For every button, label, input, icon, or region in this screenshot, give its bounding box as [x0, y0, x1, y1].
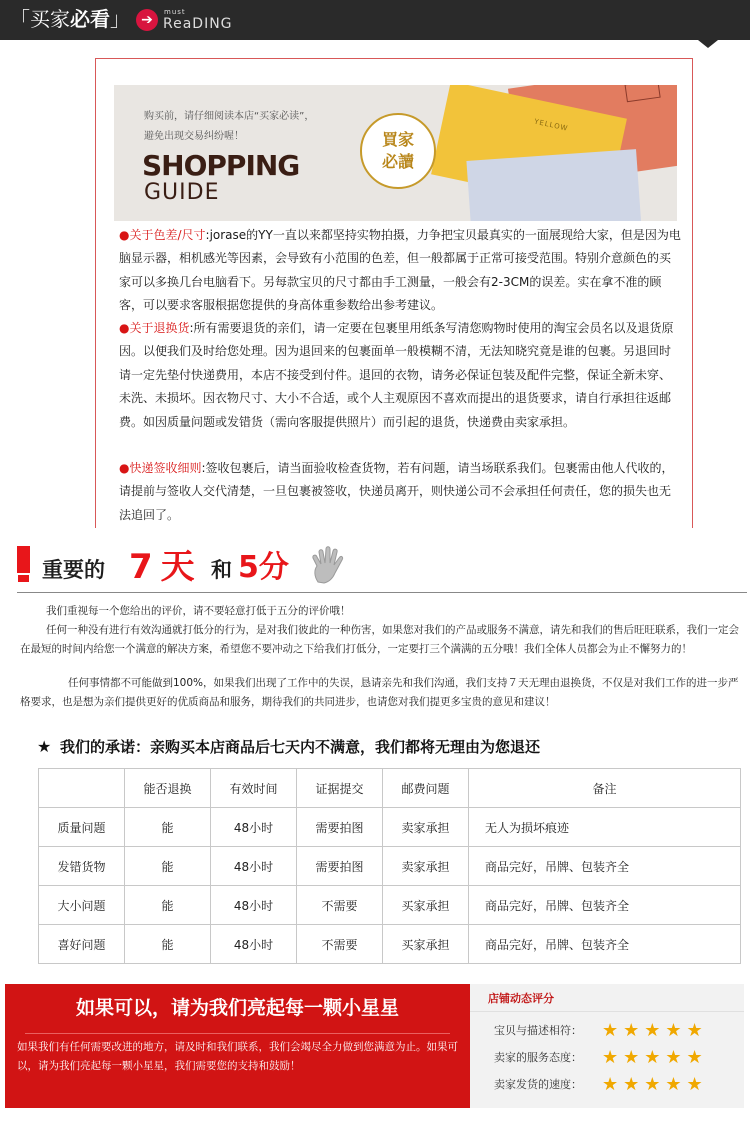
bullet-dot-icon: ● — [119, 461, 130, 475]
rating-stars-icon: ★★★★★ — [602, 1020, 708, 1041]
bullet-dot-icon: ● — [119, 321, 130, 335]
table-header-cell: 备注 — [469, 769, 741, 808]
shop-rating-panel — [470, 984, 744, 1108]
table-header-cell: 证据提交 — [297, 769, 383, 808]
bullet-dot-icon: ● — [119, 228, 130, 242]
rule-color-size — [119, 224, 681, 318]
table-cell: 能 — [125, 925, 211, 964]
table-cell: 发错货物 — [39, 847, 125, 886]
star-icon: ★ — [37, 737, 52, 756]
header-title-bold: 必看 — [70, 7, 110, 31]
seal-line2: 必讀 — [381, 152, 414, 171]
rule-returns-label: 关于退换货 — [129, 321, 190, 335]
table-cell: 48小时 — [211, 925, 297, 964]
table-header-cell: 邮费问题 — [383, 769, 469, 808]
table-row — [39, 847, 741, 886]
table-cell: 48小时 — [211, 886, 297, 925]
envelope-label — [625, 85, 661, 102]
important-heading-and: 和 — [211, 558, 232, 582]
rule-color-size-text: :jorase的YY一直以来都坚持实物拍摄，力争把宝贝最真实的一面展现给大家，但是因为电脑显示器，相机感光等因素，会导致有小范围的色差，但一般都属于正常可接受范围。特别介意颜色的买家可以多换几台电脑看下。另每款宝贝的尺寸都由手工测量，一般会有2-3CM的误差。实在拿不准的顾客，可以要求客服根据您提供的身高体重参数给出参考建议。 — [119, 228, 681, 313]
paragraph-communication: 任何一种没有进行有效沟通就打低分的行为，是对我们彼此的一种伤害，如果您对我们的产品或服务不满意，请先和我们的售后旺旺联系，我们一定会在最短的时间内给您一个满意的解决方案，希望您不要冲动之下给我们打低分，一定要打三个满满的五分哦！我们全体人员都会为止不懈努力的！ — [20, 624, 739, 655]
table-cell: 不需要 — [297, 886, 383, 925]
header-notch — [698, 40, 718, 48]
rule-delivery-label: 快递签收细则 — [129, 461, 202, 475]
rule-color-size-label: 关于色差/尺寸 — [129, 228, 206, 242]
table-row — [39, 808, 741, 847]
promise-heading: 我们的承诺：亲购买本店商品后七天内不满意，我们都将无理由为您退还 — [60, 738, 541, 756]
table-cell: 能 — [125, 886, 211, 925]
return-policy-table — [38, 768, 741, 964]
shop-rating-divider — [470, 1011, 744, 1012]
header-subtitle-bottom: ReaDING — [163, 16, 233, 32]
table-cell: 商品完好，吊牌、包装齐全 — [469, 925, 741, 964]
paragraph-rating-request: 我们重视每一个您给出的评价，请不要轻意打低于五分的评价哦！ — [46, 605, 351, 617]
shopping-guide-banner — [114, 85, 677, 221]
rating-label: 卖家发货的速度： — [494, 1078, 582, 1091]
header-title — [10, 5, 130, 33]
rating-label: 宝贝与描述相符： — [494, 1024, 582, 1037]
header-title-prefix: 「买家 — [10, 7, 70, 31]
header-subtitle-top: must — [164, 8, 186, 16]
envelope-blue-image — [466, 149, 641, 221]
rule-returns — [119, 317, 681, 434]
table-row — [39, 925, 741, 964]
table-cell: 卖家承担 — [383, 808, 469, 847]
shop-rating-title: 店铺动态评分 — [488, 992, 554, 1005]
table-header-row — [39, 769, 741, 808]
table-cell: 商品完好，吊牌、包装齐全 — [469, 886, 741, 925]
important-heading-7days: 7天 — [129, 547, 203, 587]
paragraph-improvement: 任何事情都不可能做到100%，如果我们出现了工作中的失误，恳请亲先和我们沟通，我们支持７天无理由退换货，不仅是对我们工作的进一步严格要求，也是想为亲们提供更好的优质商品和服务，期待我们的共同进步，也请您对我们提更多宝贵的意见和建议！ — [20, 677, 739, 708]
rule-delivery-text: :签收包裹后，请当面验收检查货物，若有问题，请当场联系我们。包裹需由他人代收的，请提前与签收人交代清楚，一旦包裹被签收，快递员离开，则快递公司不会承担任何责任，您的损失也无法追回了。 — [119, 461, 674, 522]
hand-icon — [308, 544, 350, 586]
important-heading-5points: 5分 — [238, 550, 289, 585]
important-heading-part1: 重要的 — [42, 558, 105, 582]
rating-stars-icon: ★★★★★ — [602, 1074, 708, 1095]
seal-line1: 買家 — [381, 130, 414, 149]
table-cell: 48小时 — [211, 808, 297, 847]
rating-row-service — [494, 1047, 744, 1069]
table-cell: 大小问题 — [39, 886, 125, 925]
buyer-must-read-seal — [360, 113, 436, 189]
table-cell: 无人为损坏痕迹 — [469, 808, 741, 847]
rating-row-shipping — [494, 1074, 744, 1096]
table-cell: 需要拍图 — [297, 808, 383, 847]
table-cell: 卖家承担 — [383, 847, 469, 886]
star-request-panel — [5, 984, 470, 1108]
header-title-suffix: 」 — [110, 7, 130, 31]
rule-delivery — [119, 457, 681, 527]
table-cell: 不需要 — [297, 925, 383, 964]
banner-intro-line1: 购买前，请仔细阅读本店“买家必读”， — [144, 111, 315, 122]
rule-returns-text: :所有需要退货的亲们，请一定要在包裹里用纸条写清您购物时使用的淘宝会员名以及退货原因。以便我们及时给您处理。因为退回来的包裹面单一般模糊不清，无法知晓究竟是谁的包裹。另退回时请一定先垫付快递费用，本店不接受到付件。退回的衣物，请务必保证包装及配件完整，保证全新未穿、未洗、未损坏。因衣物尺寸、大小不合适，或个人主观原因不喜欢而提出的退货要求，请自行承担往返邮费。如因质量问题或发错货（需向客服提供照片）而引起的退货，快递费由卖家承担。 — [119, 321, 674, 429]
banner-shopping-text: SHOPPING — [142, 149, 300, 182]
table-cell: 能 — [125, 847, 211, 886]
banner-intro-line2: 避免出现交易纠纷喔！ — [144, 131, 244, 142]
star-request-title: 如果可以，请为我们亮起每一颗小星星 — [75, 997, 399, 1019]
table-row — [39, 886, 741, 925]
star-request-divider — [25, 1033, 450, 1034]
table-cell: 需要拍图 — [297, 847, 383, 886]
header-bar — [0, 0, 750, 40]
arrow-right-icon: ➔ — [136, 9, 158, 31]
important-divider — [17, 592, 747, 593]
table-header-cell — [39, 769, 125, 808]
table-cell: 买家承担 — [383, 925, 469, 964]
rating-row-description — [494, 1020, 744, 1042]
table-cell: 48小时 — [211, 847, 297, 886]
table-cell: 质量问题 — [39, 808, 125, 847]
exclamation-icon — [17, 546, 30, 582]
star-request-body: 如果我们有任何需要改进的地方，请及时和我们联系，我们会竭尽全力做到您满意为止。如果可以，请为我们亮起每一颗小星星，我们需要您的支持和鼓励！ — [17, 1041, 458, 1072]
envelope-text: YELLOW — [533, 117, 570, 133]
table-cell: 能 — [125, 808, 211, 847]
table-cell: 买家承担 — [383, 886, 469, 925]
banner-guide-text: GUIDE — [144, 180, 220, 205]
rating-stars-icon: ★★★★★ — [602, 1047, 708, 1068]
rating-label: 卖家的服务态度： — [494, 1051, 582, 1064]
table-header-cell: 有效时间 — [211, 769, 297, 808]
table-header-cell: 能否退换 — [125, 769, 211, 808]
table-cell: 喜好问题 — [39, 925, 125, 964]
table-cell: 商品完好，吊牌、包装齐全 — [469, 847, 741, 886]
